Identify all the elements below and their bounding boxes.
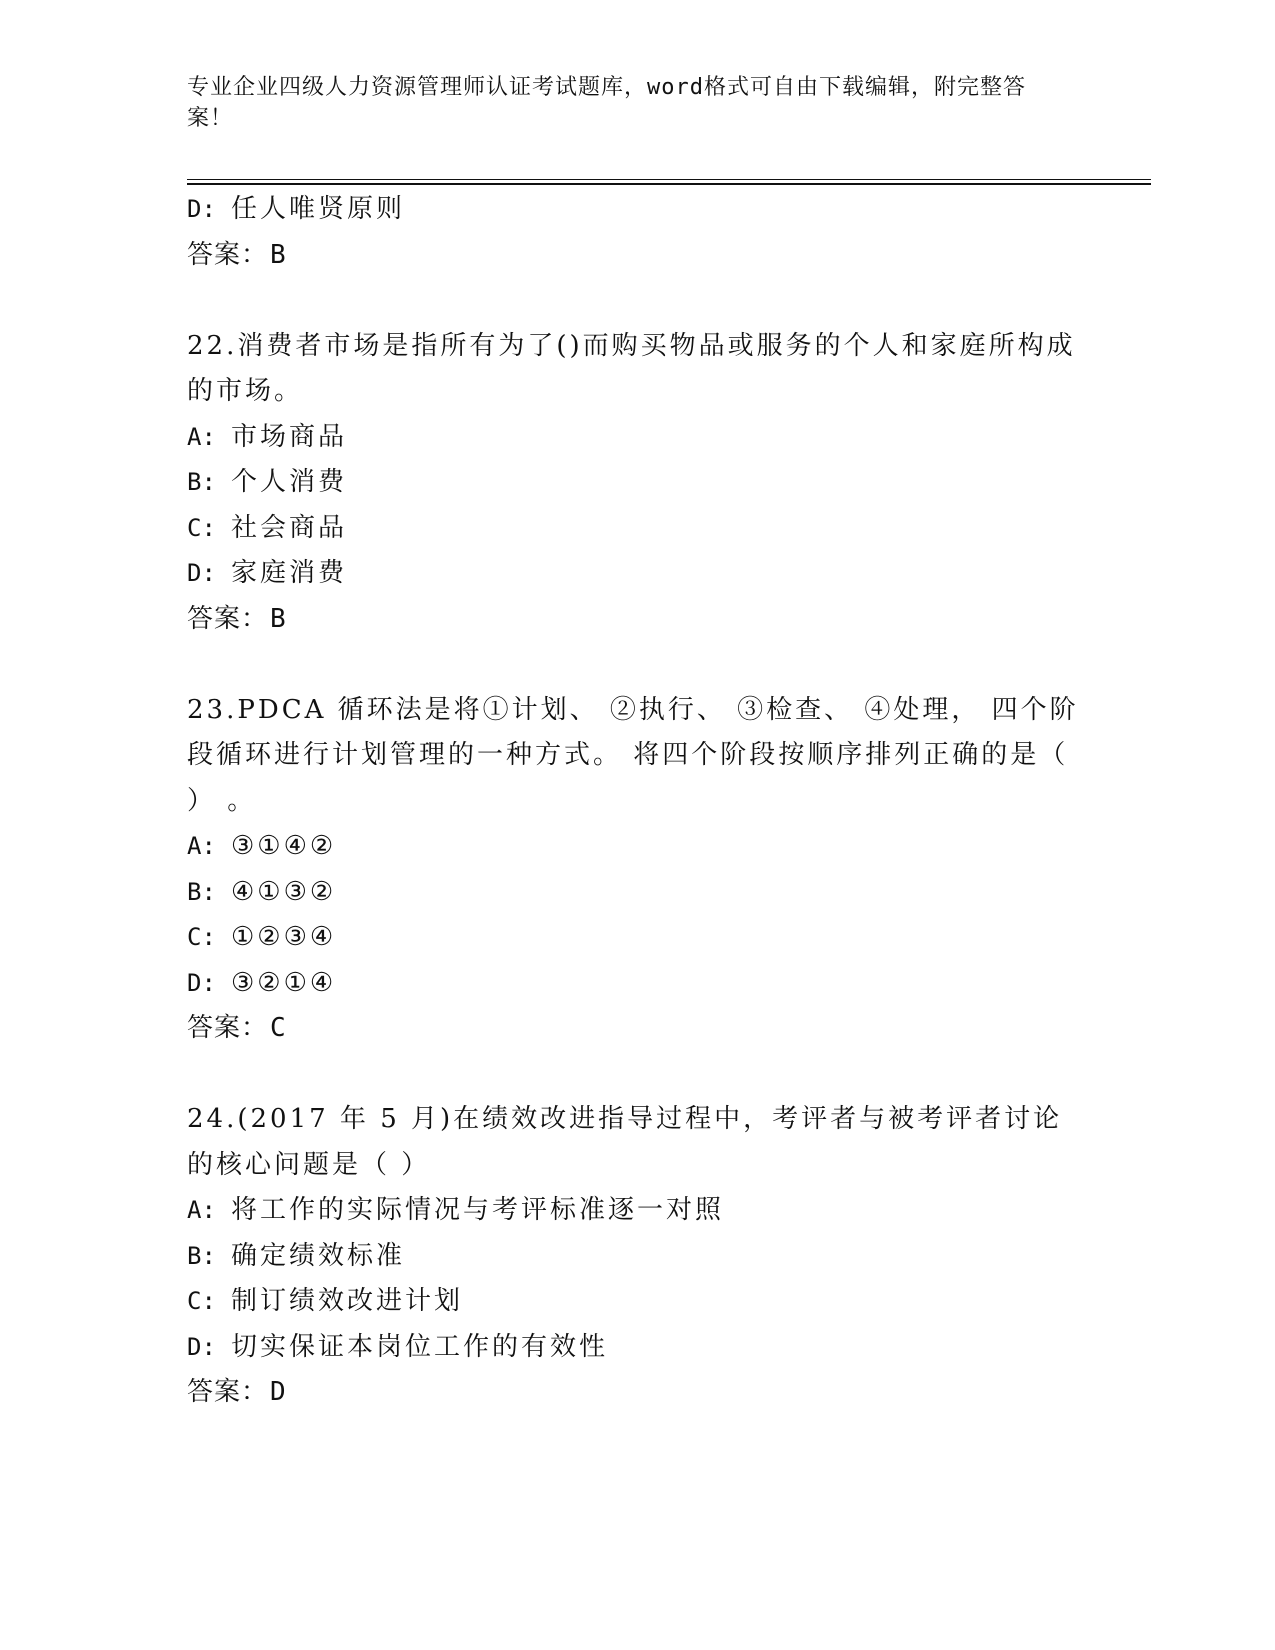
option-b (187, 460, 1087, 506)
option-key: C: (187, 513, 216, 542)
option-text: ④①③② (231, 876, 337, 907)
answer-value: D (270, 1377, 287, 1407)
spacer (187, 1052, 1087, 1098)
answer-line (187, 233, 1087, 279)
option-key: A: (187, 1196, 216, 1224)
option-key: D: (187, 968, 216, 997)
option-d (187, 961, 1087, 1007)
option-key: D: (187, 1332, 216, 1361)
answer-line (187, 1006, 1087, 1052)
answer-value: B (270, 239, 287, 270)
question-block-22 (187, 324, 1087, 643)
option-key: D: (187, 559, 216, 587)
option-text: ③①④② (231, 831, 337, 861)
option-text: 将工作的实际情况与考评标准逐一对照 (231, 1195, 725, 1225)
option-text: 家庭消费 (231, 558, 348, 588)
option-text: 个人消费 (231, 467, 348, 497)
option-text: ③②①④ (231, 967, 337, 998)
option-key: C: (187, 1287, 216, 1315)
option-text: 市场商品 (231, 421, 348, 452)
option-text: ①②③④ (231, 922, 337, 952)
document-header: 专业企业四级人力资源管理师认证考试题库，word格式可自由下载编辑，附完整答案！ (187, 75, 1026, 131)
document-body (187, 187, 1087, 1416)
answer-line (187, 1370, 1087, 1416)
question-block-23 (187, 688, 1087, 1052)
option-b (187, 870, 1087, 916)
question-text: 23.PDCA 循环法是将①计划、 ②执行、 ③检查、 ④处理， 四个阶段循环进行计划管理的一种方式。 将四个阶段按顺序排列正确的是（ ） 。 (187, 694, 1079, 816)
option-text: 确定绩效标准 (231, 1240, 406, 1271)
answer-label: 答案： (187, 1013, 269, 1043)
answer-value: C (270, 1013, 287, 1043)
option-a (187, 824, 1087, 870)
header-divider-thick (187, 183, 1151, 185)
option-a (187, 1188, 1087, 1234)
answer-label: 答案： (187, 1377, 269, 1407)
option-d (187, 551, 1087, 597)
option-key: B: (187, 1241, 216, 1270)
option-a (187, 415, 1087, 461)
option-text: 任人唯贤原则 (231, 194, 406, 224)
option-c (187, 506, 1087, 552)
header-divider-thin (187, 179, 1151, 180)
answer-label: 答案： (187, 603, 269, 634)
option-key: A: (187, 422, 216, 451)
answer-line (187, 597, 1087, 643)
answer-value: B (270, 603, 287, 634)
option-text: 制订绩效改进计划 (231, 1286, 464, 1316)
option-key: C: (187, 923, 216, 951)
question-text: 24.(2017 年 5 月)在绩效改进指导过程中，考评者与被考评者讨论的核心问题是（ ） (187, 1104, 1063, 1180)
answer-label: 答案： (187, 239, 269, 270)
option-key: B: (187, 877, 216, 906)
spacer (187, 642, 1087, 688)
option-d (187, 187, 1087, 233)
option-text: 社会商品 (231, 512, 348, 543)
option-key: A: (187, 832, 216, 860)
option-c (187, 915, 1087, 961)
option-d (187, 1325, 1087, 1371)
question-block-24 (187, 1097, 1087, 1416)
option-b (187, 1234, 1087, 1280)
option-key: B: (187, 468, 216, 496)
option-c (187, 1279, 1087, 1325)
option-text: 切实保证本岗位工作的有效性 (231, 1331, 609, 1362)
question-block-21 (187, 187, 1087, 278)
question-text: 22.消费者市场是指所有为了()而购买物品或服务的个人和家庭所构成的市场。 (187, 330, 1076, 406)
option-key: D: (187, 195, 216, 223)
spacer (187, 278, 1087, 324)
